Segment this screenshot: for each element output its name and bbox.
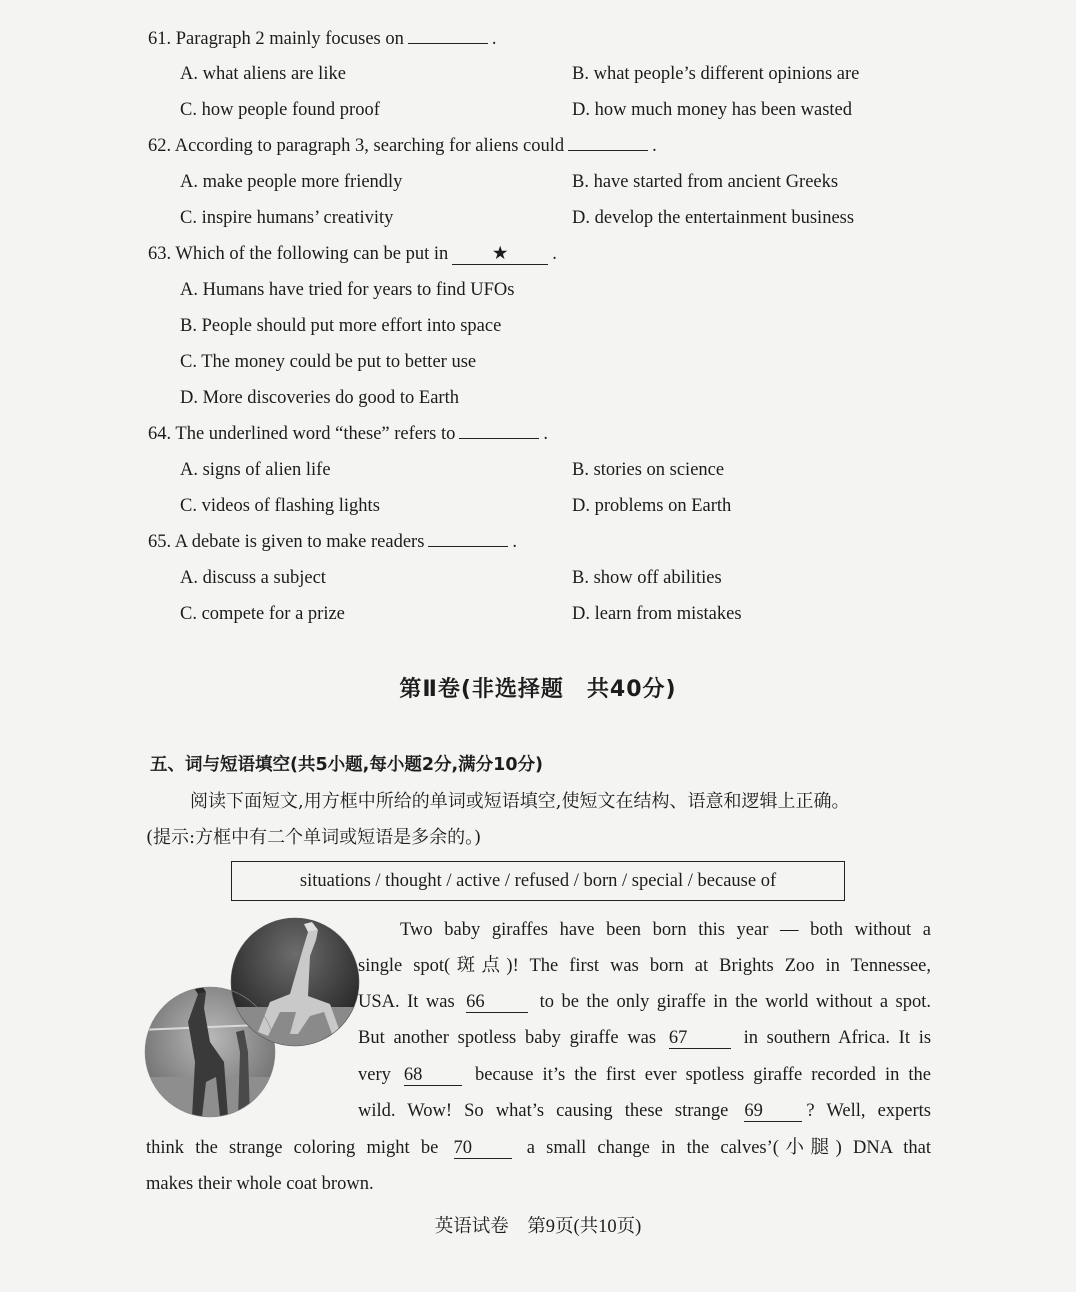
passage-line-2: single spot(斑点)! The first was born at Brights Zoo in Tennessee, — [358, 956, 931, 976]
question-63-stem: 63. Which of the following can be put in ★ . — [148, 244, 557, 264]
section-title: 第Ⅱ卷(非选择题 共40分) — [399, 677, 677, 702]
answer-blank-66[interactable]: 66 — [466, 992, 528, 1013]
option-61-d: D. how much money has been wasted — [572, 100, 853, 120]
option-61-a: A. what aliens are like — [180, 64, 346, 84]
option-63-d: D. More discoveries do good to Earth — [180, 388, 459, 408]
passage-line-7: think the strange coloring might be 70 a small change in the calves’(小腿) DNA that — [146, 1138, 932, 1158]
part5-instruction: 阅读下面短文,用方框中所给的单词或短语填空,使短文在结构、语意和逻辑上正确。 — [190, 791, 850, 812]
question-62-stem: 62. According to paragraph 3, searching for aliens could . — [148, 136, 657, 156]
answer-blank[interactable] — [459, 438, 539, 439]
question-65-stem: 65. A debate is given to make readers . — [148, 532, 518, 552]
word-box — [231, 861, 845, 901]
passage-line-6: wild. Wow! So what’s causing these strange 69 ? Well, experts — [358, 1101, 932, 1121]
option-65-a: A. discuss a subject — [180, 568, 326, 588]
passage-line-3: USA. It was 66 to be the only giraffe in the world without a spot. — [358, 992, 932, 1012]
option-65-c: C. compete for a prize — [180, 604, 345, 624]
option-61-c: C. how people found proof — [180, 100, 380, 120]
question-64-stem: 64. The underlined word “these” refers to . — [148, 424, 548, 444]
question-61-stem: 61. Paragraph 2 mainly focuses on . — [148, 29, 497, 49]
option-65-b: B. show off abilities — [572, 568, 722, 588]
answer-blank-68[interactable]: 68 — [404, 1065, 462, 1086]
option-64-d: D. problems on Earth — [572, 496, 732, 516]
star-blank[interactable]: ★ — [452, 244, 548, 265]
option-64-a: A. signs of alien life — [180, 460, 331, 480]
option-63-b: B. People should put more effort into space — [180, 316, 502, 336]
option-63-a: A. Humans have tried for years to find UFOs — [180, 280, 515, 300]
option-62-c: C. inspire humans’ creativity — [180, 208, 394, 228]
option-64-b: B. stories on science — [572, 460, 725, 480]
giraffe-photo — [140, 912, 360, 1127]
answer-blank[interactable] — [408, 43, 488, 44]
answer-blank-70[interactable]: 70 — [454, 1138, 512, 1159]
passage-line-4: But another spotless baby giraffe was 67 in southern Africa. It is — [358, 1028, 932, 1048]
answer-blank-69[interactable]: 69 — [744, 1101, 802, 1122]
passage-line-5: very 68 because it’s the first ever spotless giraffe recorded in the — [358, 1065, 931, 1085]
page-footer: 英语试卷 第9页(共10页) — [434, 1217, 642, 1237]
option-62-a: A. make people more friendly — [180, 172, 403, 192]
part5-heading: 五、词与短语填空(共5小题,每小题2分,满分10分) — [150, 755, 543, 775]
passage-line-1: Two baby giraffes have been born this year — both without a — [400, 920, 931, 940]
option-61-b: B. what people’s different opinions are — [572, 64, 860, 84]
option-64-c: C. videos of flashing lights — [180, 496, 380, 516]
option-63-c: C. The money could be put to better use — [180, 352, 477, 372]
option-65-d: D. learn from mistakes — [572, 604, 742, 624]
part5-hint: (提示:方框中有二个单词或短语是多余的。) — [146, 827, 482, 848]
answer-blank-67[interactable]: 67 — [669, 1028, 731, 1049]
answer-blank[interactable] — [428, 546, 508, 547]
answer-blank[interactable] — [568, 150, 648, 151]
option-62-b: B. have started from ancient Greeks — [572, 172, 839, 192]
passage-line-8: makes their whole coat brown. — [146, 1174, 374, 1194]
word-box-text: situations / thought / active / refused / born / special / because of — [299, 870, 777, 891]
option-62-d: D. develop the entertainment business — [572, 208, 855, 228]
